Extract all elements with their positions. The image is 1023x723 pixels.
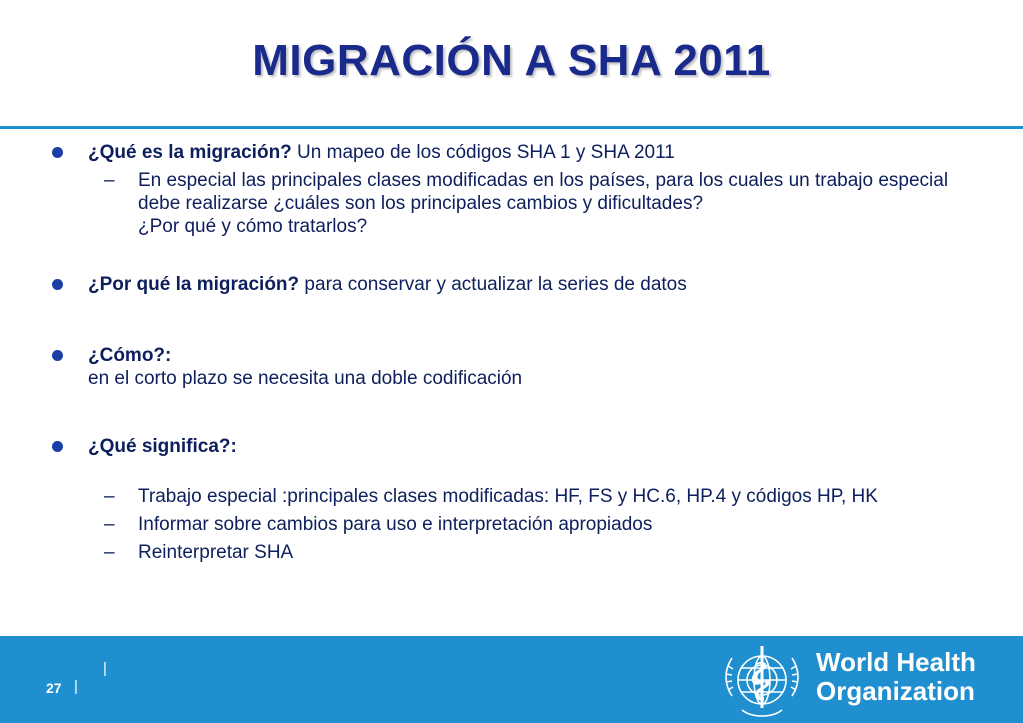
bullet-question: ¿Cómo?: bbox=[88, 345, 172, 366]
sub-item bbox=[104, 513, 1012, 536]
sub-item-text: Informar sobre cambios para uso e interpretación apropiados bbox=[138, 514, 653, 535]
bullet-dot-icon bbox=[52, 441, 63, 452]
bullet-dot-icon bbox=[52, 147, 63, 158]
dash-icon: – bbox=[104, 542, 115, 563]
title-divider bbox=[0, 126, 1023, 129]
sub-item-text: ¿Por qué y cómo tratarlos? bbox=[138, 216, 368, 237]
bullet-dot-icon bbox=[52, 350, 63, 361]
bullet-text: Un mapeo de los códigos SHA 1 y SHA 2011 bbox=[291, 142, 675, 163]
bullet-question: ¿Qué es la migración? bbox=[88, 142, 292, 163]
bullet-item bbox=[52, 141, 1012, 164]
who-logo-line1: World Health bbox=[816, 647, 976, 677]
bullet-item bbox=[52, 435, 1012, 458]
sub-item bbox=[104, 169, 1012, 238]
dash-icon: – bbox=[104, 170, 115, 191]
sub-item-text: En especial las principales clases modificadas en los países, para los cuales un trabajo especial debe realizarse ¿cuáles son los principales cambios y dificultades? bbox=[138, 170, 949, 214]
footer-separator: | bbox=[74, 678, 78, 695]
bullet-text: para conservar y actualizar la series de datos bbox=[299, 274, 687, 295]
footer-separator: | bbox=[103, 660, 107, 677]
bullet-dot-icon bbox=[52, 279, 63, 290]
slide-content bbox=[52, 141, 1012, 564]
slide-title: MIGRACIÓN A SHA 2011 bbox=[252, 36, 771, 85]
dash-icon: – bbox=[104, 514, 115, 535]
who-logo-text bbox=[816, 648, 976, 706]
bullet-item bbox=[52, 344, 1012, 390]
sub-item bbox=[104, 485, 1012, 508]
sub-item bbox=[104, 541, 1012, 564]
dash-icon: – bbox=[104, 486, 115, 507]
page-number: 27 bbox=[46, 680, 62, 696]
sub-item-text: Trabajo especial :principales clases modificadas: HF, FS y HC.6, HP.4 y códigos HP, HK bbox=[138, 486, 878, 507]
bullet-item bbox=[52, 273, 1012, 296]
bullet-question: ¿Qué significa?: bbox=[88, 436, 237, 457]
bullet-text: en el corto plazo se necesita una doble codificación bbox=[88, 368, 523, 389]
who-emblem-icon bbox=[718, 640, 818, 720]
sub-item-text: Reinterpretar SHA bbox=[138, 542, 294, 563]
bullet-question: ¿Por qué la migración? bbox=[88, 274, 300, 295]
who-logo-line2: Organization bbox=[816, 676, 975, 706]
